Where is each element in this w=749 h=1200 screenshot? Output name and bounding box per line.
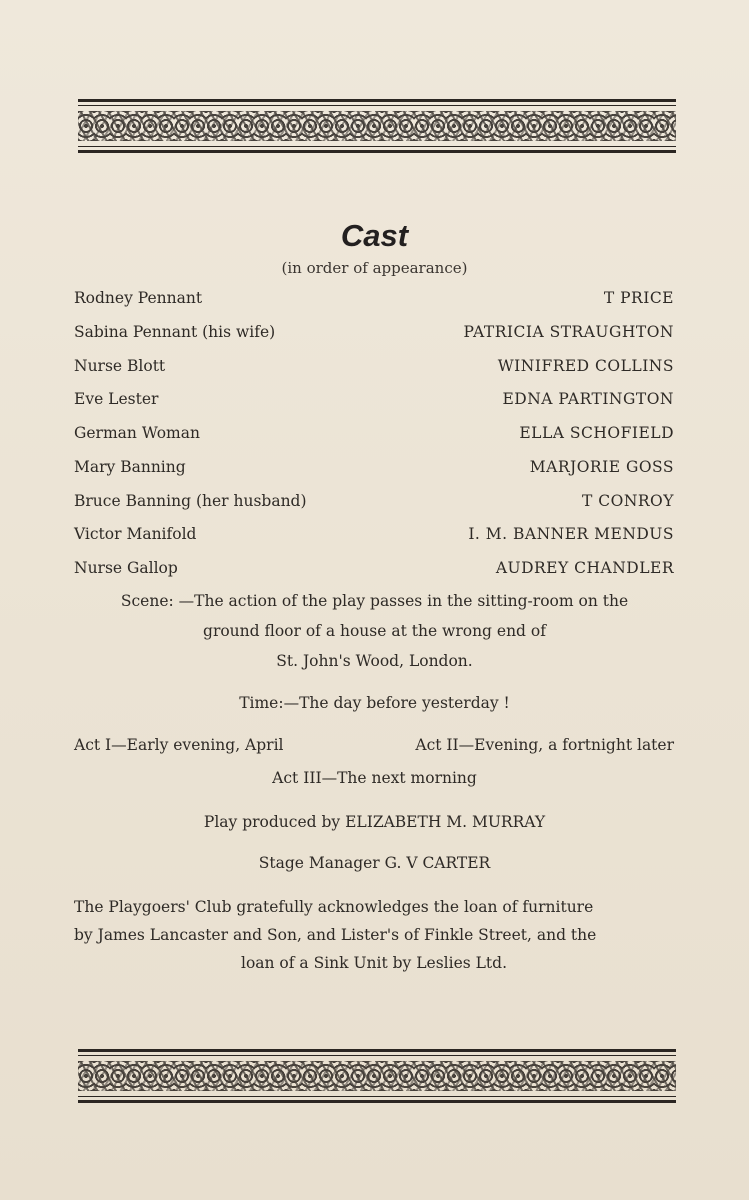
ornament-pattern: [78, 1061, 676, 1091]
cast-row: [74, 559, 674, 581]
actor-name: T CONROY: [581, 492, 674, 510]
actor-name: WINIFRED COLLINS: [497, 357, 674, 375]
producer-credit: Play produced by ELIZABETH M. MURRAY: [203, 813, 546, 831]
acknowledgement-line-3: loan of a Sink Unit by Leslies Ltd.: [240, 954, 507, 972]
top-ornamental-border: [78, 99, 676, 153]
cast-row: [74, 525, 674, 547]
actor-name: PATRICIA STRAUGHTON: [463, 323, 674, 341]
bottom-ornamental-border: [78, 1049, 676, 1103]
role-name: Sabina Pennant (his wife): [74, 323, 276, 341]
cast-row: [74, 357, 674, 379]
act-two: Act II—Evening, a fortnight later: [415, 736, 674, 754]
actor-name: MARJORIE GOSS: [529, 458, 674, 476]
ornament-pattern: [78, 111, 676, 141]
cast-subtitle: (in order of appearance): [281, 259, 468, 277]
actor-name: ELLA SCHOFIELD: [519, 424, 674, 442]
scene-line-3: St. John's Wood, London.: [276, 652, 473, 670]
scene-line-2: ground floor of a house at the wrong end of: [203, 622, 546, 640]
cast-row: [74, 458, 674, 480]
cast-row: [74, 424, 674, 446]
cast-row: [74, 492, 674, 514]
role-name: Mary Banning: [74, 458, 186, 476]
role-name: Bruce Banning (her husband): [74, 492, 307, 510]
actor-name: T PRICE: [603, 289, 674, 307]
act-three: Act III—The next morning: [272, 769, 477, 787]
cast-row: [74, 390, 674, 412]
stage-manager-credit: Stage Manager G. V CARTER: [258, 854, 491, 872]
actor-name: EDNA PARTINGTON: [502, 390, 674, 408]
actor-name: I. M. BANNER MENDUS: [468, 525, 674, 543]
act-one: Act I—Early evening, April: [74, 736, 284, 754]
time-line: Time:—The day before yesterday !: [239, 694, 510, 712]
role-name: German Woman: [74, 424, 200, 442]
acknowledgement-line-2: by James Lancaster and Son, and Lister's of Finkle Street, and the: [74, 926, 597, 944]
cast-row: [74, 289, 674, 311]
cast-row: [74, 323, 674, 345]
role-name: Nurse Blott: [74, 357, 166, 375]
role-name: Victor Manifold: [74, 525, 197, 543]
role-name: Nurse Gallop: [74, 559, 178, 577]
cast-title: Cast: [340, 218, 409, 253]
scene-line-1: Scene: —The action of the play passes in the sitting-room on the: [120, 592, 629, 610]
acknowledgement-line-1: The Playgoers' Club gratefully acknowledges the loan of furniture: [74, 898, 594, 916]
role-name: Rodney Pennant: [74, 289, 203, 307]
acts-row: [74, 736, 674, 758]
role-name: Eve Lester: [74, 390, 159, 408]
actor-name: AUDREY CHANDLER: [495, 559, 674, 577]
